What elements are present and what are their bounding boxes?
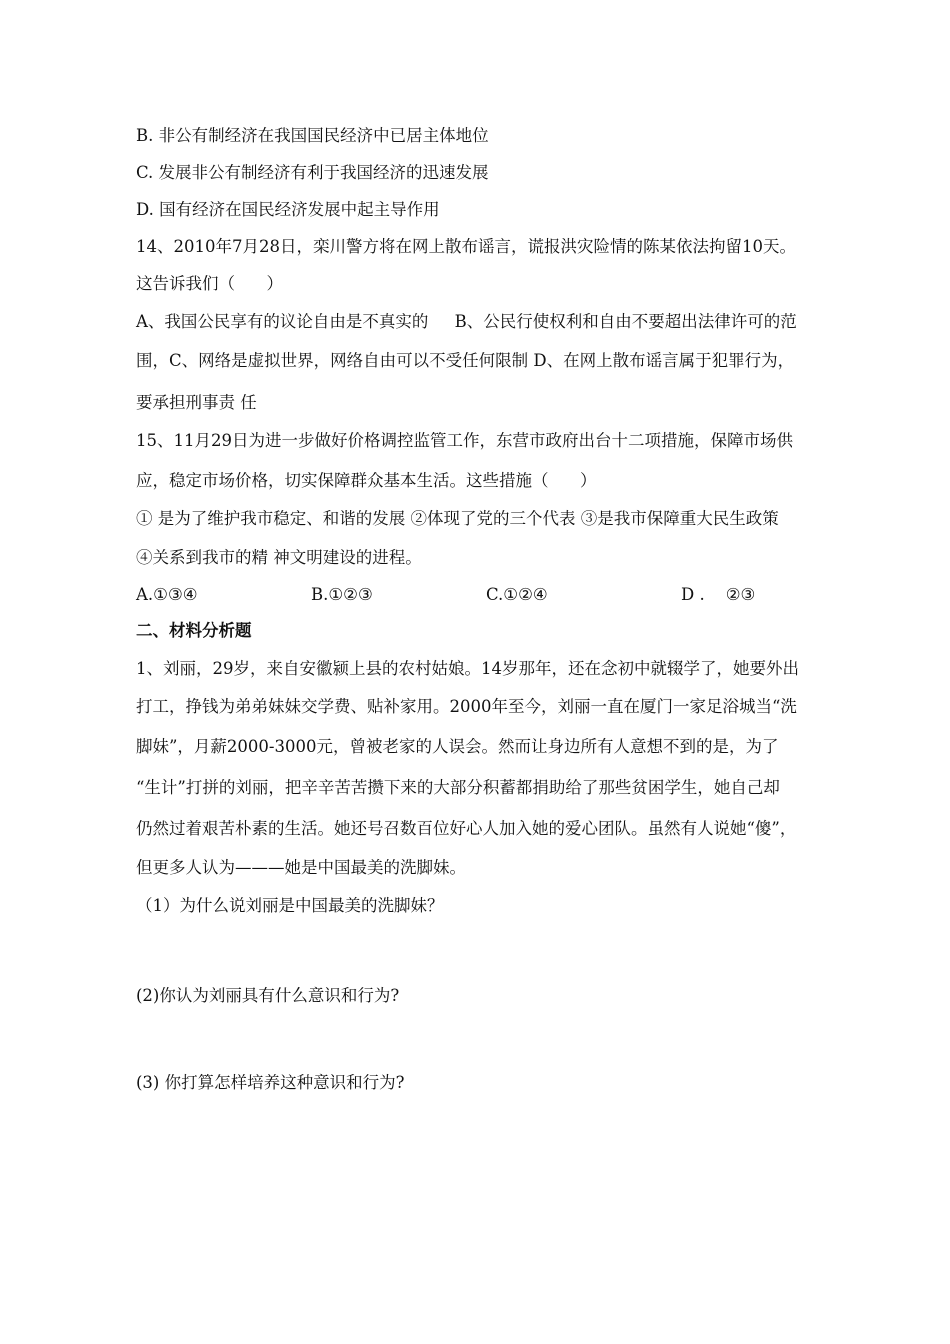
material-line-3: 脚妹”，月薪2000-3000元，曾被老家的人误会。然而让身边所有人意想不到的是，为了 [136,737,779,756]
q14-options-line1: A、我国公民享有的议论自由是不真实的 B、公民行使权利和自由不要超出法律许可的范 [136,312,797,331]
q15-stem-line2: 应，稳定市场价格，切实保障群众基本生活。这些措施（ ） [136,471,597,490]
material-line-4: “生计”打拼的刘丽，把辛辛苦苦攒下来的大部分积蓄都捐助给了那些贫困学生，她自己却 [136,778,780,797]
q14-stem-line1: 14、2010年7月28日，栾川警方将在网上散布谣言，谎报洪灾险情的陈某依法拘留10天。 [136,237,796,256]
sub-question-3: (3) 你打算怎样培养这种意识和行为? [136,1073,405,1092]
section-heading: 二、材料分析题 [136,621,252,640]
q15-statements-line1: ① 是为了维护我市稳定、和谐的发展 ②体现了党的三个代表 ③是我市保障重大民生政策 [136,509,779,528]
q15-option-a: A.①③④ [136,585,198,604]
q13-option-c: C. 发展非公有制经济有利于我国经济的迅速发展 [136,163,489,182]
material-line-2: 打工，挣钱为弟弟妹妹交学费、贴补家用。2000年至今，刘丽一直在厦门一家足浴城当“洗 [136,697,797,716]
q15-option-b: B.①②③ [311,585,373,604]
q14-options-line2: 围，C、网络是虚拟世界，网络自由可以不受任何限制 D、在网上散布谣言属于犯罪行为， [136,351,795,370]
q15-option-c: C.①②④ [486,585,548,604]
q14-stem-line2: 这告诉我们（ ） [136,274,283,293]
q13-option-b: B. 非公有制经济在我国国民经济中已居主体地位 [136,126,489,145]
q15-options-row [136,584,816,606]
q13-option-d: D. 国有经济在国民经济发展中起主导作用 [136,200,440,219]
q15-option-d: D . ②③ [681,585,756,604]
material-line-1: 1、刘丽，29岁，来自安徽颍上县的农村姑娘。14岁那年，还在念初中就辍学了，她要外出 [136,659,799,678]
q15-statements-line2: ④关系到我市的精 神文明建设的进程。 [136,548,422,567]
q14-options-line3: 要承担刑事责 任 [136,393,257,412]
q15-stem-line1: 15、11月29日为进一步做好价格调控监管工作，东营市政府出台十二项措施，保障市场供 [136,431,793,450]
sub-question-1: （1）为什么说刘丽是中国最美的洗脚妹？ [136,896,444,915]
sub-question-2: (2)你认为刘丽具有什么意识和行为? [136,986,400,1005]
material-line-5: 仍然过着艰苦朴素的生活。她还号召数百位好心人加入她的爱心团队。虽然有人说她“傻”， [136,819,797,838]
material-line-6: 但更多人认为———她是中国最美的洗脚妹。 [136,858,466,877]
